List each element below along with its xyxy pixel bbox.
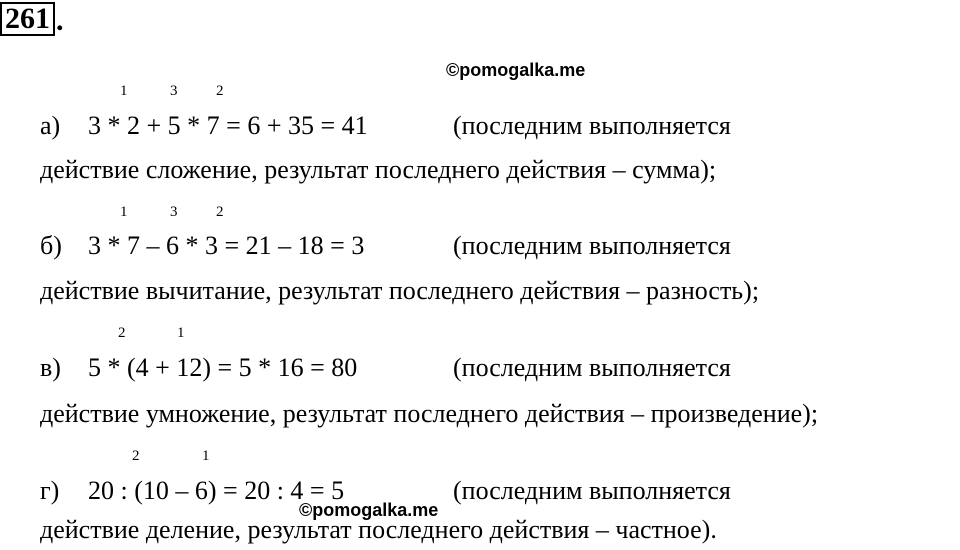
operation-order-mark: 2 xyxy=(216,83,224,99)
item-v-line xyxy=(40,353,357,383)
item-a-line xyxy=(40,111,368,141)
item-b-line xyxy=(40,231,364,261)
item-expression: 5 * (4 + 12) = 5 * 16 = 80 xyxy=(88,353,358,382)
item-continuation: действие вычитание, результат последнего действия – разность); xyxy=(40,276,760,305)
item-label: а) xyxy=(40,111,61,140)
item-expression: 20 : (10 – 6) = 20 : 4 = 5 xyxy=(88,476,345,505)
operation-order-mark: 3 xyxy=(170,83,178,99)
problem-number-dot: . xyxy=(56,4,64,37)
item-expression: 3 * 7 – 6 * 3 = 21 – 18 = 3 xyxy=(88,231,365,260)
item-expression: 3 * 2 + 5 * 7 = 6 + 35 = 41 xyxy=(88,111,368,140)
operation-order-mark: 3 xyxy=(170,204,178,220)
operation-order-mark: 1 xyxy=(202,448,210,464)
item-continuation: действие сложение, результат последнего действия – сумма); xyxy=(40,155,717,184)
item-note: (последним выполняется xyxy=(453,231,731,260)
operation-order-mark: 2 xyxy=(132,448,140,464)
operation-order-mark: 1 xyxy=(120,204,128,220)
item-label: г) xyxy=(40,476,60,505)
item-label: в) xyxy=(40,353,61,382)
item-note: (последним выполняется xyxy=(453,111,731,140)
problem-number xyxy=(0,2,64,36)
operation-order-mark: 1 xyxy=(120,83,128,99)
item-note: (последним выполняется xyxy=(453,353,731,382)
watermark-top: ©pomogalka.me xyxy=(446,60,586,80)
item-continuation: действие умножение, результат последнего действия – произведение); xyxy=(40,399,819,428)
item-label: б) xyxy=(40,231,62,260)
item-continuation: действие деление, результат последнего действия – частное). xyxy=(40,515,717,544)
problem-number-box: 261 xyxy=(0,2,55,36)
operation-order-mark: 2 xyxy=(118,325,126,341)
operation-order-mark: 2 xyxy=(216,204,224,220)
watermark-bottom: ©pomogalka.me xyxy=(299,500,439,520)
operation-order-mark: 1 xyxy=(177,325,185,341)
item-note: (последним выполняется xyxy=(453,476,731,505)
